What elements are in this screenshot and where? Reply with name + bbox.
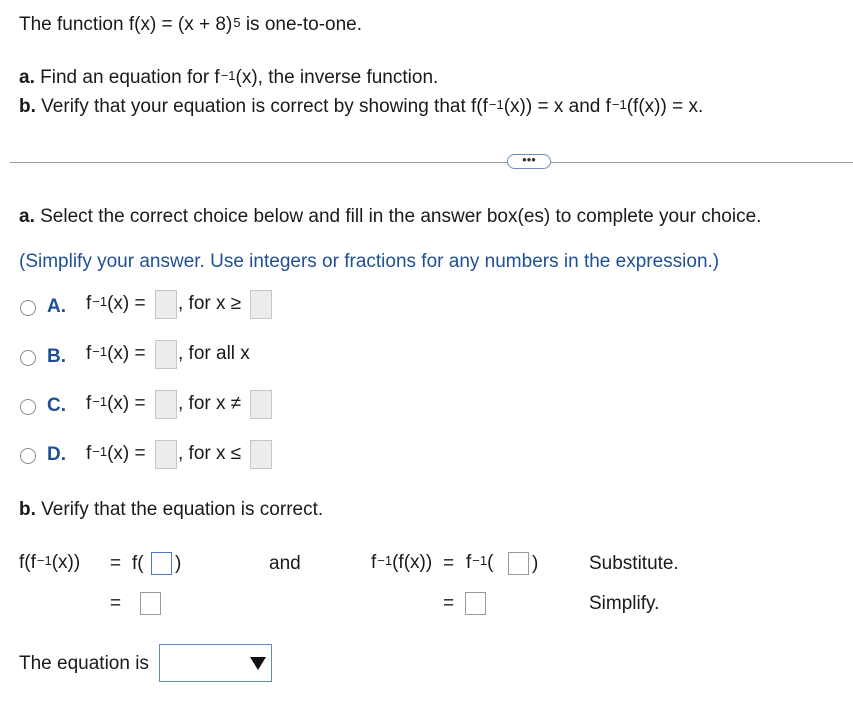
choice-b-condition: , for all x bbox=[178, 343, 250, 364]
answer-a-instruction bbox=[19, 206, 761, 228]
choice-b-expression-input[interactable] bbox=[155, 340, 177, 369]
part-b-end: (f(x)) = x. bbox=[626, 96, 704, 117]
exponent: 5 bbox=[233, 15, 241, 30]
choice-b-sup: −1 bbox=[92, 344, 108, 359]
verify-right-sup: −1 bbox=[377, 553, 393, 568]
part-a-sup: −1 bbox=[220, 68, 236, 83]
part-a-end: (x), the inverse function. bbox=[235, 67, 439, 88]
verify-left-close: ) bbox=[175, 553, 182, 574]
verify-right-sub-f: f bbox=[466, 552, 472, 573]
part-b-label: b. bbox=[19, 96, 36, 117]
verify-right-sub-sup: −1 bbox=[472, 553, 488, 568]
choice-c-fname: f bbox=[86, 393, 92, 414]
radio-choice-d[interactable] bbox=[20, 448, 36, 464]
choice-a-expression-input[interactable] bbox=[155, 290, 177, 319]
part-a-text: Find an equation for f bbox=[34, 67, 220, 88]
substitute-label: Substitute. bbox=[589, 553, 679, 574]
verify-right-close: ) bbox=[532, 553, 539, 574]
choice-b-fn bbox=[86, 343, 146, 365]
choice-d-condition: , for x ≤ bbox=[178, 443, 242, 464]
verify-left-eq2: = bbox=[110, 593, 122, 614]
answer-b-instruction bbox=[19, 499, 323, 521]
problem-part-b bbox=[19, 96, 703, 118]
verify-right-arg: (f(x)) bbox=[392, 552, 433, 573]
radio-choice-b[interactable] bbox=[20, 350, 36, 366]
dropdown-caret-icon bbox=[250, 657, 266, 670]
choice-a-condition: , for x ≥ bbox=[178, 293, 242, 314]
verify-right-f: f bbox=[371, 552, 377, 573]
verify-left-simplify-input[interactable] bbox=[140, 592, 161, 615]
intro-text: The function f(x) = (x + 8) bbox=[19, 14, 233, 35]
choice-d-letter: D. bbox=[47, 444, 66, 465]
verify-left-sub-input[interactable] bbox=[151, 552, 172, 575]
and-text: and bbox=[269, 553, 301, 574]
part-a-label: a. bbox=[19, 67, 35, 88]
verify-right-open-paren: ( bbox=[487, 552, 494, 573]
answer-a-label: a. bbox=[19, 206, 35, 227]
simplify-label: Simplify. bbox=[589, 593, 660, 614]
verify-left-sub: f( bbox=[132, 553, 144, 574]
verify-right-sub-input[interactable] bbox=[508, 552, 529, 575]
problem-intro bbox=[19, 14, 362, 36]
verify-left-expression bbox=[19, 552, 80, 574]
equation-is-label: The equation is bbox=[19, 653, 149, 674]
choice-c-condition: , for x ≠ bbox=[178, 393, 242, 414]
choice-a-fn bbox=[86, 293, 146, 315]
choice-a-letter: A. bbox=[47, 296, 66, 317]
choice-a-fname: f bbox=[86, 293, 92, 314]
verify-right-simplify-input[interactable] bbox=[465, 592, 486, 615]
choice-c-sup: −1 bbox=[92, 394, 108, 409]
answer-b-label: b. bbox=[19, 499, 36, 520]
choice-c-letter: C. bbox=[47, 395, 66, 416]
choice-a-bound-input[interactable] bbox=[250, 290, 272, 319]
verify-left-arg: (x)) bbox=[51, 552, 81, 573]
choice-d-arg: (x) = bbox=[107, 443, 146, 464]
part-b-sup2: −1 bbox=[611, 97, 627, 112]
radio-choice-c[interactable] bbox=[20, 399, 36, 415]
divider-right bbox=[551, 162, 853, 163]
equation-correctness-select[interactable] bbox=[159, 644, 272, 682]
divider-left bbox=[10, 162, 507, 163]
answer-a-text: Select the correct choice below and fill in the answer box(es) to complete your choice. bbox=[34, 206, 762, 227]
verify-left-f: f(f bbox=[19, 552, 36, 573]
choice-c-expression-input[interactable] bbox=[155, 390, 177, 419]
verify-right-sub bbox=[466, 552, 493, 574]
choice-d-fn bbox=[86, 443, 146, 465]
choice-d-fname: f bbox=[86, 443, 92, 464]
choice-b-arg: (x) = bbox=[107, 343, 146, 364]
choice-a-sup: −1 bbox=[92, 294, 108, 309]
choice-d-expression-input[interactable] bbox=[155, 440, 177, 469]
answer-b-text: Verify that the equation is correct. bbox=[35, 499, 324, 520]
choice-d-sup: −1 bbox=[92, 444, 108, 459]
verify-right-eq2: = bbox=[443, 593, 455, 614]
choice-b-letter: B. bbox=[47, 346, 66, 367]
choice-d-bound-input[interactable] bbox=[250, 440, 272, 469]
verify-right-eq1: = bbox=[443, 553, 455, 574]
choice-c-arg: (x) = bbox=[107, 393, 146, 414]
problem-part-a bbox=[19, 67, 438, 89]
choice-c-bound-input[interactable] bbox=[250, 390, 272, 419]
more-options-button[interactable]: ••• bbox=[507, 154, 551, 169]
part-b-text: Verify that your equation is correct by showing that f(f bbox=[35, 96, 488, 117]
choice-a-arg: (x) = bbox=[107, 293, 146, 314]
verify-left-eq1: = bbox=[110, 553, 122, 574]
choice-b-fname: f bbox=[86, 343, 92, 364]
verify-left-sup: −1 bbox=[36, 553, 52, 568]
part-b-mid: (x)) = x and f bbox=[503, 96, 611, 117]
choice-c-fn bbox=[86, 393, 146, 415]
part-b-sup1: −1 bbox=[488, 97, 504, 112]
verify-right-expression bbox=[371, 552, 432, 574]
hint-text: (Simplify your answer. Use integers or fractions for any numbers in the expression.) bbox=[19, 251, 720, 272]
radio-choice-a[interactable] bbox=[20, 300, 36, 316]
intro-text-end: is one-to-one. bbox=[240, 14, 363, 35]
